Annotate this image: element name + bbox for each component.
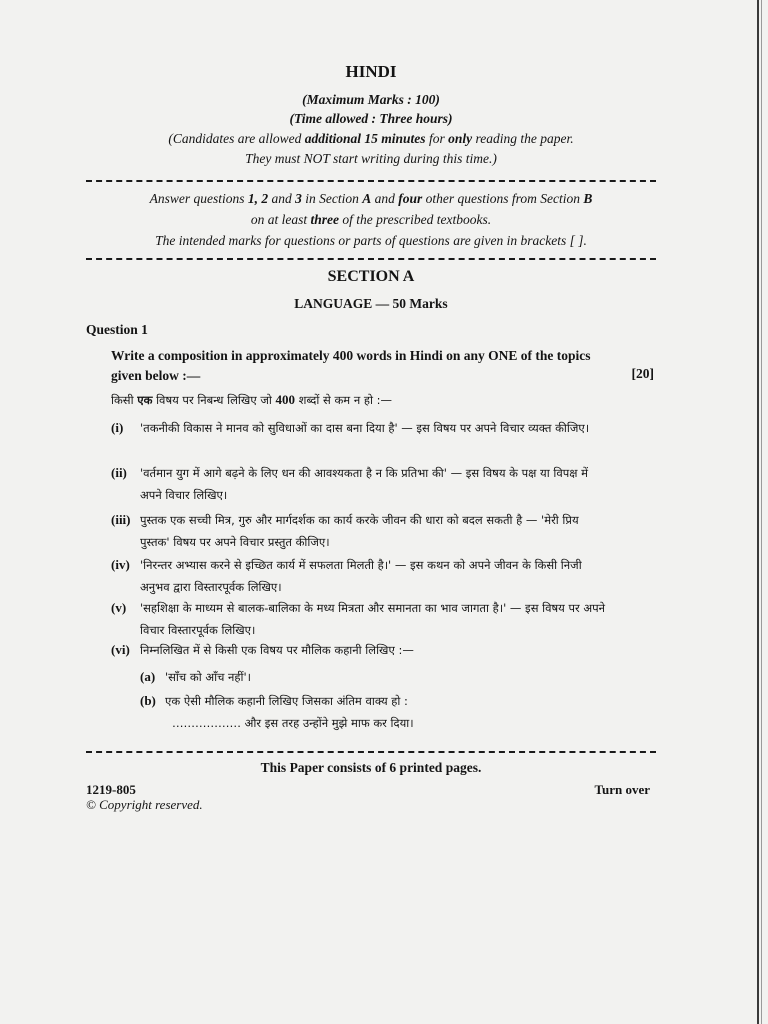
instruction-text: and [268, 191, 296, 206]
reading-time-note-line1 [86, 131, 656, 147]
section-title: SECTION A [327, 268, 415, 285]
instruction-line-1 [86, 191, 656, 207]
note-text: reading the paper. [472, 131, 574, 146]
instruction-emphasis: A [362, 191, 372, 206]
subtopic-letter: (b) [140, 693, 156, 708]
topic-number: (vi) [111, 642, 130, 657]
topic-text: 'निरन्तर अभ्यास करने से इच्छित कार्य में सफलता मिलती है।' — इस कथन को अपने जीवन के किसी निजी अनुभव द्वारा विस्तारपूर्वक लिखिए। [140, 558, 582, 594]
page-count-note: This Paper consists of 6 printed pages. [260, 760, 482, 775]
instruction-text: of the prescribed textbooks. [339, 212, 492, 227]
page-edge-shadow [761, 0, 762, 1024]
section-subtitle: LANGUAGE — 50 Marks [294, 296, 448, 311]
hindi-text: विषय पर निबन्ध लिखिए जो [152, 393, 276, 407]
topic-number: (iv) [111, 557, 130, 572]
paper-code: 1219-805 [86, 782, 136, 797]
paper-title: HINDI [345, 62, 397, 81]
topic-text: पुस्तक एक सच्ची मित्र, गुरु और मार्गदर्शक का कार्य करके जीवन की धारा को बदल सकती है — 'मेरी प्रिय पुस्तक' विषय पर अपने विचार प्रस्तुत कीजिए। [140, 513, 579, 549]
topic-item [111, 639, 606, 661]
topic-text: 'वर्तमान युग में आगे बढ़ने के लिए धन की आवश्यकता है न कि प्रतिभा की' — इस विषय के पक्ष या विपक्ष में अपने विचार लिखिए। [140, 466, 589, 502]
subtopic-item [140, 690, 610, 712]
note-text: for [425, 131, 449, 146]
topic-text: 'सहशिक्षा के माध्यम से बालक-बालिका के मध्य मित्रता और समानता का भाव जागता है।' — इस विषय पर अपने विचार विस्तारपूर्वक लिखिए। [140, 601, 606, 637]
subtopic-letter: (a) [140, 669, 156, 684]
note-text: (Candidates are allowed [168, 131, 305, 146]
story-ending-line: ……………… और इस तरह उन्होंने मुझे माफ कर दिया। [172, 716, 414, 730]
topic-number: (v) [111, 600, 127, 615]
word-count: 400 [275, 392, 295, 407]
hindi-instruction [111, 392, 392, 408]
hindi-emphasis: एक [137, 393, 153, 407]
instruction-emphasis: 1, 2 [247, 191, 269, 206]
dashed-divider [86, 751, 656, 753]
time-allowed: (Time allowed : Three hours) [289, 111, 453, 126]
instruction-line-3: The intended marks for questions or parts of questions are given in brackets [ ]. [155, 233, 587, 248]
dashed-divider [86, 258, 656, 260]
topic-number: (iii) [111, 512, 131, 527]
turn-over-note: Turn over [594, 782, 650, 797]
instruction-emphasis: three [310, 212, 340, 227]
topic-item [111, 597, 606, 641]
dashed-divider [86, 180, 656, 182]
instruction-emphasis: 3 [295, 191, 302, 206]
subtopic-item [140, 666, 610, 688]
topic-item [111, 554, 606, 598]
hindi-text: शब्दों से कम न हो :— [295, 393, 392, 407]
note-emphasis: additional 15 minutes [304, 131, 426, 146]
topic-item [111, 509, 606, 553]
topic-text: 'तकनीकी विकास ने मानव को सुविधाओं का दास बना दिया है' — इस विषय पर अपने विचार व्यक्त कीजिए। [140, 421, 590, 435]
instruction-line-2 [86, 212, 656, 228]
instruction-emphasis: four [398, 191, 423, 206]
note-emphasis: only [448, 131, 473, 146]
instruction-text: in Section [301, 191, 363, 206]
instruction-text: other questions from Section [422, 191, 584, 206]
maximum-marks: (Maximum Marks : 100) [302, 92, 440, 107]
topic-item [111, 462, 606, 506]
page-edge-line [757, 0, 759, 1024]
topic-text: निम्नलिखित में से किसी एक विषय पर मौलिक कहानी लिखिए :— [140, 643, 414, 657]
subtopic-text: 'साँच को आँच नहीं'। [165, 670, 252, 684]
instruction-text: on at least [250, 212, 311, 227]
instruction-text: Answer questions [149, 191, 248, 206]
hindi-text: किसी [111, 393, 138, 407]
topic-number: (ii) [111, 465, 127, 480]
instruction-text: and [371, 191, 399, 206]
copyright-note: © Copyright reserved. [86, 797, 203, 812]
topic-number: (i) [111, 420, 124, 435]
topic-item [111, 417, 606, 439]
question-label: Question 1 [86, 322, 148, 337]
subtopic-text: एक ऐसी मौलिक कहानी लिखिए जिसका अंतिम वाक्य हो : [165, 694, 408, 708]
question-text: Write a composition in approximately 400 words in Hindi on any ONE of the topics given below :— [111, 348, 591, 383]
instruction-emphasis: B [583, 191, 593, 206]
reading-time-note-line2: They must NOT start writing during this time.) [245, 151, 497, 166]
question-marks: [20] [631, 366, 654, 381]
